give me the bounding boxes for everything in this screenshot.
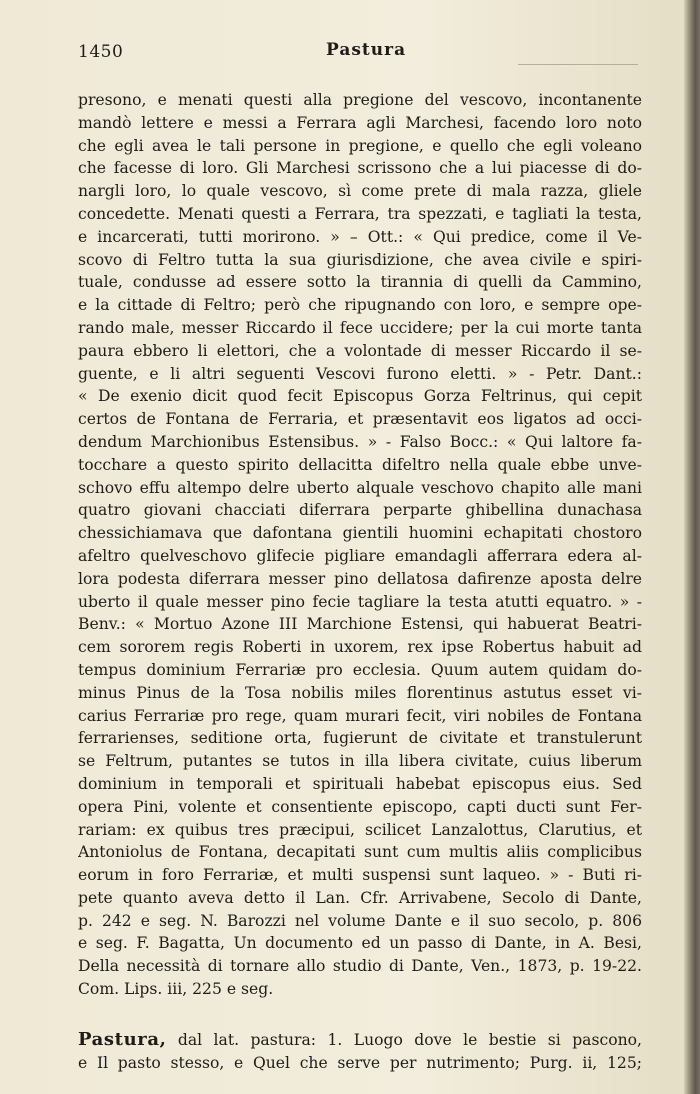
text-line: opera Pini, volente et consentiente episcopo, capti ducti sunt Fer-: [78, 797, 642, 816]
text-line: Com. Lips. iii, 225 e seg.: [78, 980, 274, 999]
page-number: 1450: [78, 42, 124, 62]
text-line: che egli avea le tali persone in pregione, e quello che egli voleano: [78, 136, 642, 155]
text-line: eorum in foro Ferrariæ, et multi suspensi sunt laqueo. » - Buti ri-: [78, 866, 642, 885]
entry-headword: Pastura,: [78, 1028, 167, 1050]
entry-definition: dal lat. pastura: 1. Luogo dove le bestie si pascono,: [177, 1030, 642, 1049]
text-line: schovo effu altempo delre uberto alquale veschovo chapito alle mani: [78, 478, 642, 497]
text-line: che facesse di loro. Gli Marchesi scrissono che a lui piacesse di do-: [78, 159, 642, 178]
paragraph-gap: [78, 1001, 642, 1029]
text-line: ferrarienses, seditione orta, fugierunt de civitate et transtulerunt: [78, 729, 642, 748]
dictionary-entry-line: [78, 1029, 642, 1052]
text-line: minus Pinus de la Tosa nobilis miles florentinus astutus esset vi-: [78, 683, 642, 702]
text-line: pete quanto aveva detto il Lan. Cfr. Arrivabene, Secolo di Dante,: [78, 888, 642, 907]
text-line: chessichiamava que dafontana gientili huomini echapitati chostoro: [78, 524, 642, 543]
text-line: paura ebbero li elettori, che a volontade di messer Riccardo il se-: [78, 341, 642, 360]
page-edge-shadow: [684, 0, 700, 1094]
text-line: rando male, messer Riccardo il fece uccidere; per la cui morte tanta: [78, 318, 642, 337]
running-head: Pastura: [326, 40, 407, 60]
text-line: e seg. F. Bagatta, Un documento ed un passo di Dante, in A. Besi,: [78, 934, 642, 953]
text-line: certos de Fontana de Ferraria, et præsentavit eos ligatos ad occi-: [78, 410, 642, 429]
text-line: afeltro quelveschovo glifecie pigliare emandagli afferrara edera al-: [78, 546, 642, 565]
page-header: [78, 40, 640, 66]
text-line: mandò lettere e messi a Ferrara agli Marchesi, facendo loro noto: [78, 113, 642, 132]
text-line: presono, e menati questi alla pregione del vescovo, incontanente: [78, 91, 642, 109]
text-line: tuale, condusse ad essere sotto la tirannia di quelli da Cammino,: [78, 273, 642, 292]
text-line: scovo di Feltro tutta la sua giurisdizione, che avea civile e spiri-: [78, 250, 642, 269]
text-line: cem sororem regis Roberti in uxorem, rex ipse Robertus habuit ad: [78, 638, 642, 657]
text-line: tempus dominium Ferrariæ pro ecclesia. Quum autem quidam do-: [78, 660, 642, 679]
text-line: se Feltrum, putantes se tutos in illa libera civitate, cuius liberum: [78, 752, 642, 771]
text-line: tocchare a questo spirito dellacitta difeltro nella quale ebbe unve-: [78, 455, 642, 474]
text-line: quatro giovani chacciati diferrara perparte ghibellina dunachasa: [78, 501, 642, 520]
text-line: concedette. Menati questi a Ferrara, tra spezzati, e tagliati la testa,: [78, 204, 642, 223]
text-line: dominium in temporali et spirituali habebat episcopus eius. Sed: [78, 774, 642, 793]
text-line: Antoniolus de Fontana, decapitati sunt cum multis aliis complicibus: [78, 843, 642, 862]
body-text: [78, 89, 642, 1074]
text-line: Della necessità di tornare allo studio di Dante, Ven., 1873, p. 19-22.: [78, 957, 642, 976]
text-line: Benv.: « Mortuo Azone III Marchione Estensi, qui habuerat Beatri-: [78, 615, 642, 634]
text-line: carius Ferrariæ pro rege, quam murari fecit, viri nobiles de Fontana: [78, 706, 642, 725]
text-line: p. 242 e seg. N. Barozzi nel volume Dante e il suo secolo, p. 806: [78, 911, 642, 930]
text-line: lora podesta diferrara messer pino dellatosa dafirenze aposta delre: [78, 569, 642, 588]
dictionary-entry-line: e Il pasto stesso, e Quel che serve per nutrimento; Purg. ii, 125;: [78, 1053, 642, 1072]
text-line: e la cittade di Feltro; però che ripugnando con loro, e sempre ope-: [78, 296, 642, 315]
text-line: e incarcerati, tutti morirono. » – Ott.: « Qui predice, come il Ve-: [78, 227, 642, 246]
header-rule: [518, 64, 638, 65]
text-line: rariam: ex quibus tres præcipui, scilicet Lanzalottus, Clarutius, et: [78, 820, 642, 839]
text-line: dendum Marchionibus Estensibus. » - Falso Bocc.: « Qui laltore fa-: [78, 432, 642, 451]
text-line: nargli loro, lo quale vescovo, sì come prete di mala razza, gliele: [78, 182, 642, 201]
text-line: guente, e li altri seguenti Vescovi furono eletti. » - Petr. Dant.:: [78, 364, 642, 383]
text-line: uberto il quale messer pino fecie tagliare la testa atutti equatro. » -: [78, 592, 642, 611]
text-line: « De exenio dicit quod fecit Episcopus Gorza Feltrinus, qui cepit: [78, 387, 642, 406]
